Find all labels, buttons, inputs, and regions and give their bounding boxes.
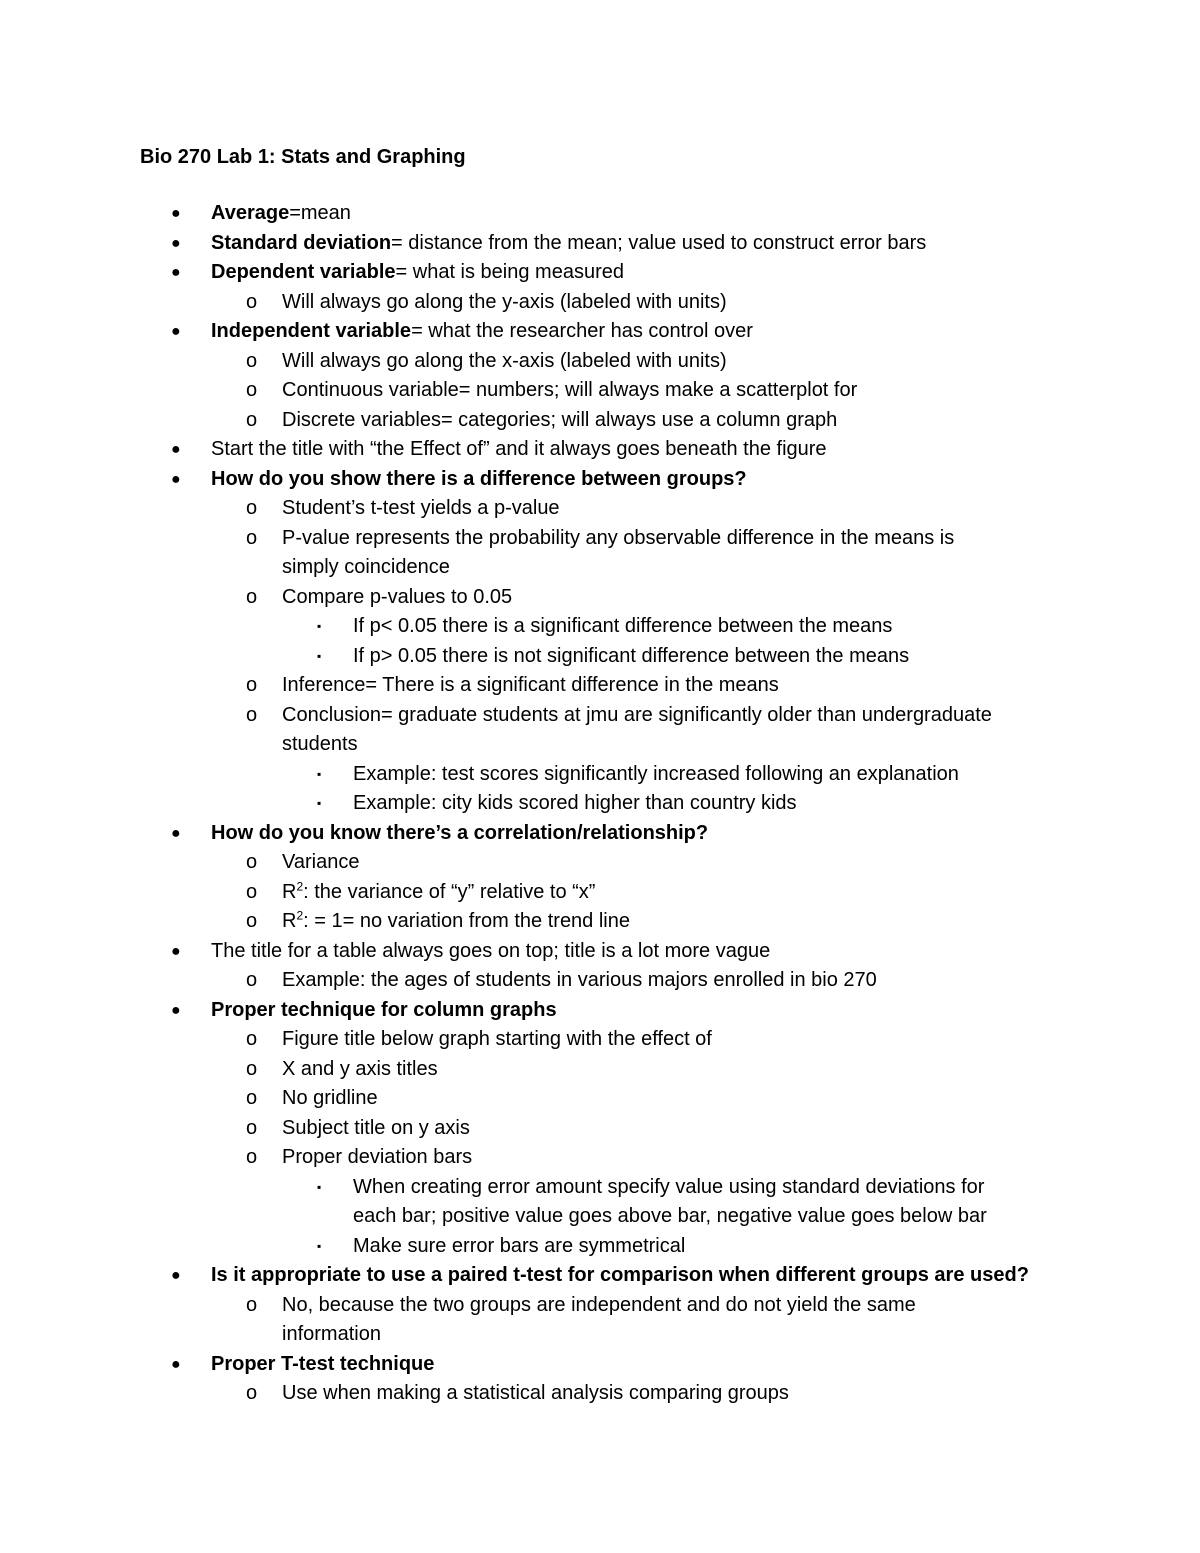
bullet-level-2-icon: o (246, 290, 258, 313)
bullet-level-1-icon: ● (171, 1267, 181, 1284)
list-item-text (282, 347, 727, 377)
list-item (0, 612, 1200, 642)
bullet-level-3-icon: ▪ (317, 796, 322, 810)
list-item (0, 317, 1200, 347)
list-item (0, 1291, 1200, 1321)
body-text: Subject title on y axis (282, 1116, 470, 1139)
body-text: When creating error amount specify value using standard deviations for (353, 1175, 985, 1198)
list-item (0, 907, 1200, 937)
bullet-level-2-icon: o (246, 1382, 258, 1404)
bullet-level-2-icon: o (246, 349, 258, 372)
list-item-text (211, 199, 351, 229)
body-text: Will always go along the y-axis (labeled with units) (282, 290, 727, 313)
bullet-level-1-icon: ● (171, 441, 181, 458)
list-item (0, 1232, 1200, 1262)
body-text: Variance (282, 851, 360, 873)
list-item (0, 347, 1200, 377)
bullet-level-1-icon: ● (171, 942, 181, 960)
body-text: : the variance of “y” relative to “x” (303, 880, 596, 903)
bullet-level-2-icon: o (246, 969, 258, 991)
list-item-text (353, 642, 909, 672)
bullet-level-1-icon: ● (171, 824, 181, 842)
list-item-text (282, 907, 630, 937)
list-item-text (282, 406, 837, 436)
body-text: P-value represents the probability any observable difference in the means is (282, 526, 955, 549)
body-text: Start the title with “the Effect of” and it always goes beneath the figure (211, 438, 827, 460)
body-text: R (282, 910, 297, 932)
notes-list (0, 199, 1200, 1409)
list-item-text (211, 996, 557, 1026)
list-item-text (353, 1232, 685, 1262)
list-item (0, 229, 1200, 259)
list-item (0, 819, 1200, 849)
list-item (0, 848, 1200, 878)
term-bold: Independent variable (211, 320, 412, 342)
body-text: Conclusion= graduate students at jmu are significantly older than undergraduate (282, 703, 992, 726)
body-text: simply coincidence (282, 556, 450, 578)
list-item-text (282, 494, 560, 524)
list-item (0, 1379, 1200, 1409)
list-item-text (211, 258, 624, 288)
list-item-text (282, 730, 358, 760)
bullet-level-2-icon: o (246, 526, 258, 549)
list-item-text (282, 1143, 472, 1173)
bullet-level-2-icon: o (246, 1087, 258, 1109)
bullet-level-3-icon: ▪ (317, 619, 322, 633)
term-bold: Proper technique for column graphs (211, 998, 557, 1021)
list-item-text (282, 288, 727, 318)
list-item (0, 878, 1200, 908)
bullet-level-3-icon: ▪ (317, 1179, 322, 1194)
list-item (0, 671, 1200, 701)
body-text: Make sure error bars are symmetrical (353, 1234, 686, 1257)
list-item-text (282, 671, 779, 701)
bullet-level-1-icon: ● (171, 205, 181, 222)
body-text: Continuous variable= numbers; will always make a scatterplot for (282, 379, 858, 401)
list-item (0, 937, 1200, 967)
body-text: Proper deviation bars (282, 1146, 473, 1168)
body-text: If p< 0.05 there is a significant difference between the means (353, 615, 893, 637)
list-item (0, 199, 1200, 229)
list-item-text (282, 966, 877, 996)
list-item (0, 701, 1200, 731)
list-item-text (282, 1320, 381, 1350)
list-item-text (282, 1114, 470, 1144)
list-item-continuation (0, 730, 1200, 760)
list-item (0, 1114, 1200, 1144)
list-item-text (282, 1291, 916, 1321)
list-item (0, 258, 1200, 288)
bullet-level-1-icon: ● (171, 1001, 181, 1019)
bullet-level-2-icon: o (246, 1116, 258, 1139)
body-text: Example: the ages of students in various majors enrolled in bio 270 (282, 969, 877, 991)
bullet-level-2-icon: o (246, 497, 258, 519)
body-text: R (282, 880, 297, 903)
list-item-text (211, 819, 708, 849)
list-item (0, 1025, 1200, 1055)
body-text: X and y axis titles (282, 1057, 438, 1080)
list-item (0, 376, 1200, 406)
bullet-level-2-icon: o (246, 880, 258, 903)
bullet-level-1-icon: ● (171, 470, 181, 488)
body-text: No, because the two groups are independent and do not yield the same (282, 1293, 916, 1316)
body-text: students (282, 733, 358, 755)
list-item-text (282, 1379, 789, 1409)
body-text: If p> 0.05 there is not significant difference between the means (353, 644, 910, 667)
list-item (0, 583, 1200, 613)
body-text: The title for a table always goes on top; title is a lot more vague (211, 939, 771, 962)
term-bold: How do you show there is a difference between groups? (211, 467, 747, 490)
bullet-level-1-icon: ● (171, 264, 181, 281)
list-item-text (353, 760, 959, 790)
body-text: = what the researcher has control over (411, 320, 753, 342)
body-text: : = 1= no variation from the trend line (303, 910, 630, 932)
bullet-level-2-icon: o (246, 703, 258, 726)
list-item-text (282, 878, 595, 908)
body-text: Example: city kids scored higher than country kids (353, 792, 797, 814)
list-item-text (211, 465, 747, 495)
list-item-text (211, 317, 753, 347)
list-item-text (282, 524, 954, 554)
list-item-text (282, 553, 450, 583)
body-text: No gridline (282, 1087, 378, 1109)
list-item-text (282, 376, 857, 406)
list-item-text (282, 701, 992, 731)
list-item-text (282, 583, 512, 613)
bullet-level-2-icon: o (246, 1028, 258, 1050)
list-item (0, 1261, 1200, 1291)
bullet-level-2-icon: o (246, 408, 258, 431)
body-text: = distance from the mean; value used to construct error bars (391, 231, 927, 254)
list-item (0, 1143, 1200, 1173)
list-item (0, 288, 1200, 318)
bullet-level-3-icon: ▪ (317, 766, 322, 781)
bullet-level-2-icon: o (246, 1057, 258, 1080)
body-text: information (282, 1323, 381, 1345)
list-item-text (211, 1261, 1029, 1291)
term-bold: Average (211, 202, 290, 224)
body-text: Student’s t-test yields a p-value (282, 497, 560, 519)
body-text: = what is being measured (395, 261, 624, 283)
list-item (0, 524, 1200, 554)
bullet-level-2-icon: o (246, 674, 258, 696)
list-item-text (211, 229, 926, 259)
bullet-level-1-icon: ● (171, 323, 181, 340)
term-bold: Is it appropriate to use a paired t-test for comparison when different groups are used? (211, 1264, 1029, 1286)
body-text: Will always go along the x-axis (labeled with units) (282, 349, 727, 372)
list-item-text (282, 848, 359, 878)
bullet-level-2-icon: o (246, 910, 258, 932)
bullet-level-3-icon: ▪ (317, 648, 322, 663)
list-item (0, 966, 1200, 996)
list-item-text (282, 1055, 438, 1085)
body-text: each bar; positive value goes above bar, negative value goes below bar (353, 1205, 987, 1227)
superscript: 2 (296, 878, 304, 893)
list-item (0, 1055, 1200, 1085)
bullet-level-3-icon: ▪ (317, 1238, 322, 1253)
list-item (0, 1173, 1200, 1203)
bullet-level-2-icon: o (246, 851, 258, 873)
body-text: Example: test scores significantly increased following an explanation (353, 762, 959, 785)
list-item-continuation (0, 553, 1200, 583)
bullet-level-2-icon: o (246, 1293, 258, 1316)
body-text: Use when making a statistical analysis comparing groups (282, 1382, 789, 1404)
list-item (0, 494, 1200, 524)
bullet-level-1-icon: ● (171, 1355, 181, 1373)
list-item-continuation (0, 1202, 1200, 1232)
body-text: Inference= There is a significant difference in the means (282, 674, 779, 696)
body-text: Figure title below graph starting with the effect of (282, 1028, 712, 1050)
list-item (0, 789, 1200, 819)
term-bold: Standard deviation (211, 231, 392, 254)
list-item-text (282, 1025, 712, 1055)
list-item (0, 1350, 1200, 1380)
list-item (0, 435, 1200, 465)
list-item-text (353, 789, 797, 819)
list-item-text (353, 612, 892, 642)
list-item (0, 642, 1200, 672)
list-item-text (353, 1202, 987, 1232)
bullet-level-2-icon: o (246, 1146, 258, 1168)
list-item (0, 760, 1200, 790)
page-title: Bio 270 Lab 1: Stats and Graphing (140, 146, 466, 168)
list-item-text (211, 1350, 434, 1380)
list-item (0, 1084, 1200, 1114)
list-item-text (353, 1173, 984, 1203)
superscript: 2 (296, 908, 304, 923)
list-item (0, 996, 1200, 1026)
list-item-text (282, 1084, 378, 1114)
body-text: Discrete variables= categories; will always use a column graph (282, 408, 838, 431)
term-bold: Proper T-test technique (211, 1352, 435, 1375)
body-text: =mean (289, 202, 351, 224)
list-item (0, 406, 1200, 436)
bullet-level-2-icon: o (246, 379, 258, 401)
term-bold: Dependent variable (211, 261, 396, 283)
list-item-text (211, 435, 827, 465)
bullet-level-1-icon: ● (171, 234, 181, 252)
list-item (0, 465, 1200, 495)
body-text: Compare p-values to 0.05 (282, 585, 513, 608)
term-bold: How do you know there’s a correlation/relationship? (211, 821, 709, 844)
list-item-text (211, 937, 770, 967)
bullet-level-2-icon: o (246, 585, 258, 608)
list-item-continuation (0, 1320, 1200, 1350)
